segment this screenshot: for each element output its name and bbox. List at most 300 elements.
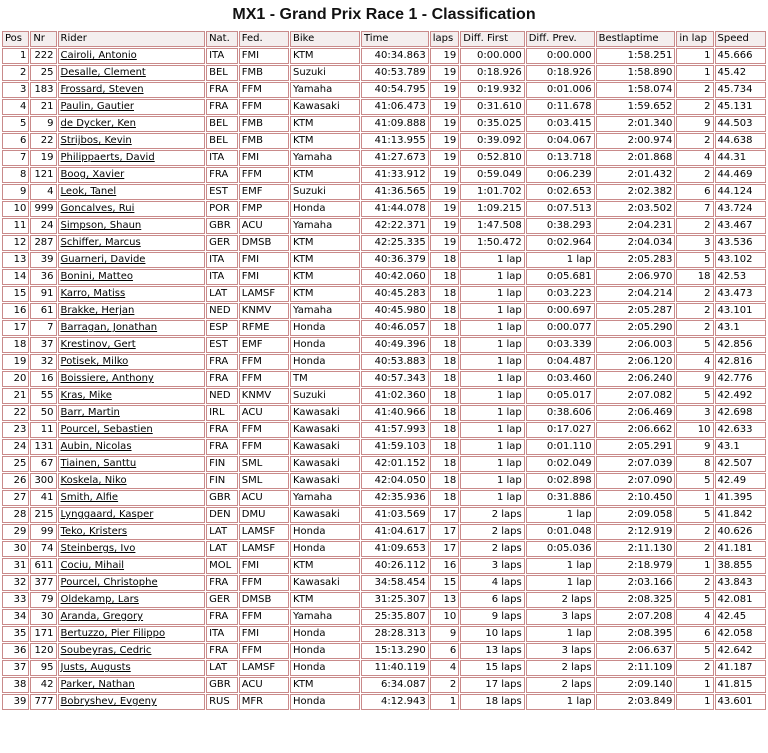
cell-rider (58, 626, 206, 642)
cell-time: 42:22.371 (361, 218, 429, 234)
rider-link[interactable]: Bobryshev, Evgeny (60, 696, 157, 707)
cell-pos: 24 (2, 439, 29, 455)
cell-nat: GER (206, 235, 238, 251)
cell-diff-prev: 1 lap (526, 694, 595, 710)
rider-link[interactable]: Kras, Mike (60, 390, 112, 401)
cell-fed: MFR (239, 694, 289, 710)
cell-bestlaptime: 2:01.340 (596, 116, 676, 132)
table-row (2, 694, 766, 710)
rider-link[interactable]: Steinbergs, Ivo (60, 543, 136, 554)
cell-bike: Yamaha (290, 303, 360, 319)
cell-time: 40:49.396 (361, 337, 429, 353)
cell-rider (58, 592, 206, 608)
cell-bestlaptime: 2:07.090 (596, 473, 676, 489)
cell-laps: 18 (430, 456, 460, 472)
rider-link[interactable]: Pourcel, Christophe (60, 577, 158, 588)
rider-link[interactable]: Parker, Nathan (60, 679, 135, 690)
cell-time: 40:36.379 (361, 252, 429, 268)
cell-laps: 16 (430, 558, 460, 574)
cell-laps: 19 (430, 150, 460, 166)
cell-bestlaptime: 2:06.240 (596, 371, 676, 387)
cell-laps: 18 (430, 303, 460, 319)
table-row (2, 167, 766, 183)
cell-bike: Yamaha (290, 82, 360, 98)
cell-in-lap: 7 (676, 201, 713, 217)
cell-diff-prev: 0:31.886 (526, 490, 595, 506)
cell-rider (58, 48, 206, 64)
cell-nr: 99 (30, 524, 56, 540)
cell-bike: Kawasaki (290, 99, 360, 115)
cell-bestlaptime: 2:05.291 (596, 439, 676, 455)
cell-pos: 11 (2, 218, 29, 234)
cell-bike: KTM (290, 167, 360, 183)
cell-diff-first: 1:47.508 (460, 218, 524, 234)
cell-diff-first: 1:01.702 (460, 184, 524, 200)
table-row (2, 677, 766, 693)
cell-fed: FMI (239, 558, 289, 574)
cell-in-lap: 5 (676, 643, 713, 659)
rider-link[interactable]: Goncalves, Rui (60, 203, 135, 214)
cell-time: 6:34.087 (361, 677, 429, 693)
rider-link[interactable]: Leok, Tanel (60, 186, 117, 197)
cell-diff-first: 18 laps (460, 694, 524, 710)
cell-speed: 43.1 (715, 320, 766, 336)
rider-link[interactable]: Smith, Alfie (60, 492, 119, 503)
cell-diff-first: 0:52.810 (460, 150, 524, 166)
cell-fed: ACU (239, 490, 289, 506)
cell-diff-first: 1 lap (460, 422, 524, 438)
cell-bike: KTM (290, 133, 360, 149)
cell-nat: DEN (206, 507, 238, 523)
cell-pos: 10 (2, 201, 29, 217)
table-row (2, 626, 766, 642)
cell-bike: Yamaha (290, 218, 360, 234)
cell-diff-prev: 0:13.718 (526, 150, 595, 166)
cell-rider (58, 303, 206, 319)
cell-laps: 10 (430, 609, 460, 625)
cell-laps: 4 (430, 660, 460, 676)
cell-nr: 32 (30, 354, 56, 370)
cell-speed: 42.058 (715, 626, 766, 642)
rider-link[interactable]: Pourcel, Sebastien (60, 424, 153, 435)
cell-bestlaptime: 2:04.231 (596, 218, 676, 234)
cell-time: 11:40.119 (361, 660, 429, 676)
cell-speed: 43.473 (715, 286, 766, 302)
cell-time: 28:28.313 (361, 626, 429, 642)
cell-nr: 50 (30, 405, 56, 421)
cell-rider (58, 490, 206, 506)
cell-bike: Suzuki (290, 388, 360, 404)
cell-fed: SML (239, 473, 289, 489)
rider-link[interactable]: Barragan, Jonathan (60, 322, 158, 333)
cell-bike: KTM (290, 116, 360, 132)
rider-link[interactable]: Barr, Martin (60, 407, 120, 418)
cell-speed: 43.467 (715, 218, 766, 234)
rider-link[interactable]: Soubeyras, Cedric (60, 645, 152, 656)
rider-link[interactable]: Boissiere, Anthony (60, 373, 154, 384)
cell-bike: KTM (290, 48, 360, 64)
cell-time: 41:57.993 (361, 422, 429, 438)
cell-in-lap: 2 (676, 99, 713, 115)
cell-in-lap: 1 (676, 490, 713, 506)
cell-in-lap: 8 (676, 456, 713, 472)
cell-pos: 18 (2, 337, 29, 353)
cell-bike: Honda (290, 541, 360, 557)
cell-in-lap: 10 (676, 422, 713, 438)
cell-nr: 39 (30, 252, 56, 268)
cell-time: 41:44.078 (361, 201, 429, 217)
rider-link[interactable]: Schiffer, Marcus (60, 237, 141, 248)
cell-in-lap: 4 (676, 609, 713, 625)
table-row (2, 201, 766, 217)
cell-pos: 29 (2, 524, 29, 540)
column-header-pos: Pos (2, 31, 29, 47)
table-row (2, 439, 766, 455)
cell-fed: FFM (239, 371, 289, 387)
cell-rider (58, 541, 206, 557)
rider-link[interactable]: Koskela, Niko (60, 475, 127, 486)
cell-nr: 11 (30, 422, 56, 438)
cell-pos: 23 (2, 422, 29, 438)
rider-link[interactable]: Teko, Kristers (60, 526, 128, 537)
cell-diff-prev: 0:04.067 (526, 133, 595, 149)
cell-laps: 19 (430, 235, 460, 251)
cell-fed: FFM (239, 422, 289, 438)
cell-diff-first: 1 lap (460, 456, 524, 472)
rider-link[interactable]: Aranda, Gregory (60, 611, 144, 622)
column-header-time: Time (361, 31, 429, 47)
table-row (2, 388, 766, 404)
cell-laps: 19 (430, 82, 460, 98)
cell-rider (58, 558, 206, 574)
cell-nat: GBR (206, 218, 238, 234)
cell-fed: KNMV (239, 303, 289, 319)
cell-in-lap: 5 (676, 473, 713, 489)
cell-speed: 43.1 (715, 439, 766, 455)
cell-diff-first: 3 laps (460, 558, 524, 574)
cell-diff-first: 9 laps (460, 609, 524, 625)
table-row (2, 456, 766, 472)
cell-nr: 4 (30, 184, 56, 200)
cell-time: 31:25.307 (361, 592, 429, 608)
cell-diff-first: 1 lap (460, 269, 524, 285)
cell-speed: 41.395 (715, 490, 766, 506)
cell-diff-prev: 0:17.027 (526, 422, 595, 438)
cell-diff-first: 17 laps (460, 677, 524, 693)
cell-laps: 1 (430, 694, 460, 710)
cell-bestlaptime: 2:18.979 (596, 558, 676, 574)
rider-link[interactable]: Strijbos, Kevin (60, 135, 132, 146)
cell-speed: 42.45 (715, 609, 766, 625)
cell-in-lap: 9 (676, 116, 713, 132)
cell-diff-prev: 0:00.000 (526, 48, 595, 64)
cell-fed: KNMV (239, 388, 289, 404)
cell-diff-prev: 0:02.964 (526, 235, 595, 251)
cell-speed: 41.187 (715, 660, 766, 676)
cell-bike: Kawasaki (290, 473, 360, 489)
cell-pos: 26 (2, 473, 29, 489)
table-row (2, 82, 766, 98)
cell-diff-first: 0:19.932 (460, 82, 524, 98)
cell-time: 41:33.912 (361, 167, 429, 183)
cell-pos: 6 (2, 133, 29, 149)
cell-diff-first: 1 lap (460, 320, 524, 336)
rider-link[interactable]: Bonini, Matteo (60, 271, 133, 282)
cell-in-lap: 4 (676, 354, 713, 370)
cell-nat: ESP (206, 320, 238, 336)
cell-diff-first: 2 laps (460, 507, 524, 523)
cell-fed: FMI (239, 626, 289, 642)
cell-bike: Honda (290, 660, 360, 676)
cell-nat: FRA (206, 354, 238, 370)
cell-in-lap: 9 (676, 439, 713, 455)
rider-link[interactable]: Philippaerts, David (60, 152, 155, 163)
cell-speed: 45.42 (715, 65, 766, 81)
cell-nr: 79 (30, 592, 56, 608)
cell-speed: 44.638 (715, 133, 766, 149)
cell-time: 40:45.980 (361, 303, 429, 319)
cell-bestlaptime: 2:05.283 (596, 252, 676, 268)
cell-fed: FMB (239, 133, 289, 149)
cell-nat: BEL (206, 116, 238, 132)
cell-time: 40:53.883 (361, 354, 429, 370)
cell-time: 40:46.057 (361, 320, 429, 336)
rider-link[interactable]: Justs, Augusts (60, 662, 131, 673)
cell-diff-first: 1 lap (460, 388, 524, 404)
table-row (2, 133, 766, 149)
rider-link[interactable]: Aubin, Nicolas (60, 441, 132, 452)
rider-link[interactable]: Cairoli, Antonio (60, 50, 137, 61)
cell-speed: 41.815 (715, 677, 766, 693)
table-row (2, 99, 766, 115)
cell-laps: 18 (430, 337, 460, 353)
cell-nr: 30 (30, 609, 56, 625)
cell-nr: 67 (30, 456, 56, 472)
cell-in-lap: 2 (676, 167, 713, 183)
cell-pos: 37 (2, 660, 29, 676)
cell-laps: 17 (430, 507, 460, 523)
cell-bike: KTM (290, 252, 360, 268)
cell-rider (58, 609, 206, 625)
cell-diff-prev: 0:00.697 (526, 303, 595, 319)
cell-fed: FFM (239, 99, 289, 115)
cell-rider (58, 99, 206, 115)
cell-diff-first: 1 lap (460, 371, 524, 387)
cell-bike: KTM (290, 677, 360, 693)
cell-rider (58, 405, 206, 421)
cell-rider (58, 354, 206, 370)
cell-diff-first: 1 lap (460, 405, 524, 421)
cell-time: 40:57.343 (361, 371, 429, 387)
table-row (2, 269, 766, 285)
cell-fed: DMSB (239, 235, 289, 251)
cell-nat: FRA (206, 82, 238, 98)
cell-nat: FIN (206, 456, 238, 472)
cell-diff-first: 0:59.049 (460, 167, 524, 183)
cell-pos: 25 (2, 456, 29, 472)
cell-nat: BEL (206, 65, 238, 81)
cell-nr: 215 (30, 507, 56, 523)
cell-in-lap: 4 (676, 150, 713, 166)
cell-diff-prev: 0:00.077 (526, 320, 595, 336)
rider-link[interactable]: Bertuzzo, Pier Filippo (60, 628, 166, 639)
rider-link[interactable]: Guarneri, Davide (60, 254, 146, 265)
rider-link[interactable]: Frossard, Steven (60, 84, 144, 95)
cell-bike: Suzuki (290, 184, 360, 200)
cell-nr: 171 (30, 626, 56, 642)
cell-in-lap: 5 (676, 507, 713, 523)
rider-link[interactable]: Boog, Xavier (60, 169, 125, 180)
cell-pos: 21 (2, 388, 29, 404)
rider-link[interactable]: Oldekamp, Lars (60, 594, 139, 605)
rider-link[interactable]: Simpson, Shaun (60, 220, 142, 231)
cell-diff-first: 2 laps (460, 541, 524, 557)
cell-nat: RUS (206, 694, 238, 710)
cell-nat: FRA (206, 575, 238, 591)
cell-fed: FFM (239, 82, 289, 98)
cell-rider (58, 439, 206, 455)
cell-diff-prev: 0:03.223 (526, 286, 595, 302)
cell-pos: 15 (2, 286, 29, 302)
rider-link[interactable]: Potisek, Milko (60, 356, 129, 367)
cell-fed: FFM (239, 167, 289, 183)
column-header-nr: Nr (30, 31, 56, 47)
cell-diff-prev: 1 lap (526, 507, 595, 523)
cell-in-lap: 1 (676, 677, 713, 693)
cell-diff-first: 1 lap (460, 303, 524, 319)
cell-pos: 33 (2, 592, 29, 608)
cell-speed: 42.507 (715, 456, 766, 472)
cell-nr: 131 (30, 439, 56, 455)
rider-link[interactable]: Paulin, Gautier (60, 101, 135, 112)
cell-bestlaptime: 2:06.970 (596, 269, 676, 285)
cell-bestlaptime: 2:07.039 (596, 456, 676, 472)
cell-laps: 19 (430, 167, 460, 183)
cell-fed: FMI (239, 252, 289, 268)
cell-bestlaptime: 2:01.432 (596, 167, 676, 183)
cell-bike: Honda (290, 354, 360, 370)
table-row (2, 592, 766, 608)
cell-fed: FMP (239, 201, 289, 217)
cell-in-lap: 2 (676, 575, 713, 591)
cell-laps: 19 (430, 65, 460, 81)
cell-pos: 20 (2, 371, 29, 387)
cell-rider (58, 116, 206, 132)
cell-fed: EMF (239, 184, 289, 200)
cell-laps: 2 (430, 677, 460, 693)
cell-bike: Suzuki (290, 65, 360, 81)
cell-fed: FMI (239, 150, 289, 166)
cell-bestlaptime: 2:02.382 (596, 184, 676, 200)
table-row (2, 150, 766, 166)
cell-speed: 42.492 (715, 388, 766, 404)
cell-speed: 42.816 (715, 354, 766, 370)
cell-rider (58, 235, 206, 251)
table-row (2, 116, 766, 132)
cell-in-lap: 3 (676, 405, 713, 421)
cell-nr: 377 (30, 575, 56, 591)
cell-nr: 61 (30, 303, 56, 319)
cell-diff-prev: 0:02.898 (526, 473, 595, 489)
cell-in-lap: 5 (676, 252, 713, 268)
cell-in-lap: 2 (676, 660, 713, 676)
cell-time: 41:06.473 (361, 99, 429, 115)
rider-link[interactable]: de Dycker, Ken (60, 118, 136, 129)
cell-bike: Honda (290, 694, 360, 710)
cell-rider (58, 82, 206, 98)
cell-in-lap: 2 (676, 524, 713, 540)
cell-diff-first: 13 laps (460, 643, 524, 659)
cell-bestlaptime: 2:08.325 (596, 592, 676, 608)
cell-time: 41:02.360 (361, 388, 429, 404)
rider-link[interactable]: Desalle, Clement (60, 67, 146, 78)
cell-time: 4:12.943 (361, 694, 429, 710)
column-header-rider: Rider (58, 31, 206, 47)
cell-nr: 16 (30, 371, 56, 387)
cell-bestlaptime: 2:03.166 (596, 575, 676, 591)
cell-time: 40:42.060 (361, 269, 429, 285)
rider-link[interactable]: Karro, Matiss (60, 288, 126, 299)
cell-bike: Honda (290, 201, 360, 217)
cell-nr: 95 (30, 660, 56, 676)
table-body (2, 48, 766, 710)
cell-nr: 183 (30, 82, 56, 98)
table-row (2, 405, 766, 421)
cell-pos: 39 (2, 694, 29, 710)
cell-fed: FFM (239, 609, 289, 625)
cell-nat: ITA (206, 150, 238, 166)
cell-in-lap: 5 (676, 388, 713, 404)
cell-nat: GBR (206, 490, 238, 506)
cell-speed: 44.503 (715, 116, 766, 132)
cell-time: 15:13.290 (361, 643, 429, 659)
cell-nat: ITA (206, 269, 238, 285)
cell-nr: 37 (30, 337, 56, 353)
table-row (2, 558, 766, 574)
cell-laps: 13 (430, 592, 460, 608)
cell-diff-first: 1 lap (460, 252, 524, 268)
cell-bestlaptime: 2:05.287 (596, 303, 676, 319)
cell-bestlaptime: 2:04.034 (596, 235, 676, 251)
cell-time: 41:27.673 (361, 150, 429, 166)
table-row (2, 575, 766, 591)
cell-diff-prev: 0:11.678 (526, 99, 595, 115)
cell-rider (58, 201, 206, 217)
cell-nr: 120 (30, 643, 56, 659)
cell-laps: 18 (430, 354, 460, 370)
cell-nr: 999 (30, 201, 56, 217)
cell-nr: 121 (30, 167, 56, 183)
cell-fed: ACU (239, 218, 289, 234)
rider-link[interactable]: Cociu, Mihail (60, 560, 125, 571)
cell-bestlaptime: 2:06.003 (596, 337, 676, 353)
cell-speed: 42.633 (715, 422, 766, 438)
cell-laps: 19 (430, 184, 460, 200)
cell-bestlaptime: 2:09.140 (596, 677, 676, 693)
cell-fed: FMI (239, 48, 289, 64)
cell-in-lap: 2 (676, 218, 713, 234)
rider-link[interactable]: Brakke, Herjan (60, 305, 135, 316)
rider-link[interactable]: Krestinov, Gert (60, 339, 136, 350)
cell-diff-first: 1 lap (460, 439, 524, 455)
cell-nr: 222 (30, 48, 56, 64)
cell-pos: 22 (2, 405, 29, 421)
rider-link[interactable]: Tiainen, Santtu (60, 458, 137, 469)
table-row (2, 286, 766, 302)
column-header-nat: Nat. (206, 31, 238, 47)
rider-link[interactable]: Lynggaard, Kasper (60, 509, 154, 520)
cell-bestlaptime: 1:58.074 (596, 82, 676, 98)
